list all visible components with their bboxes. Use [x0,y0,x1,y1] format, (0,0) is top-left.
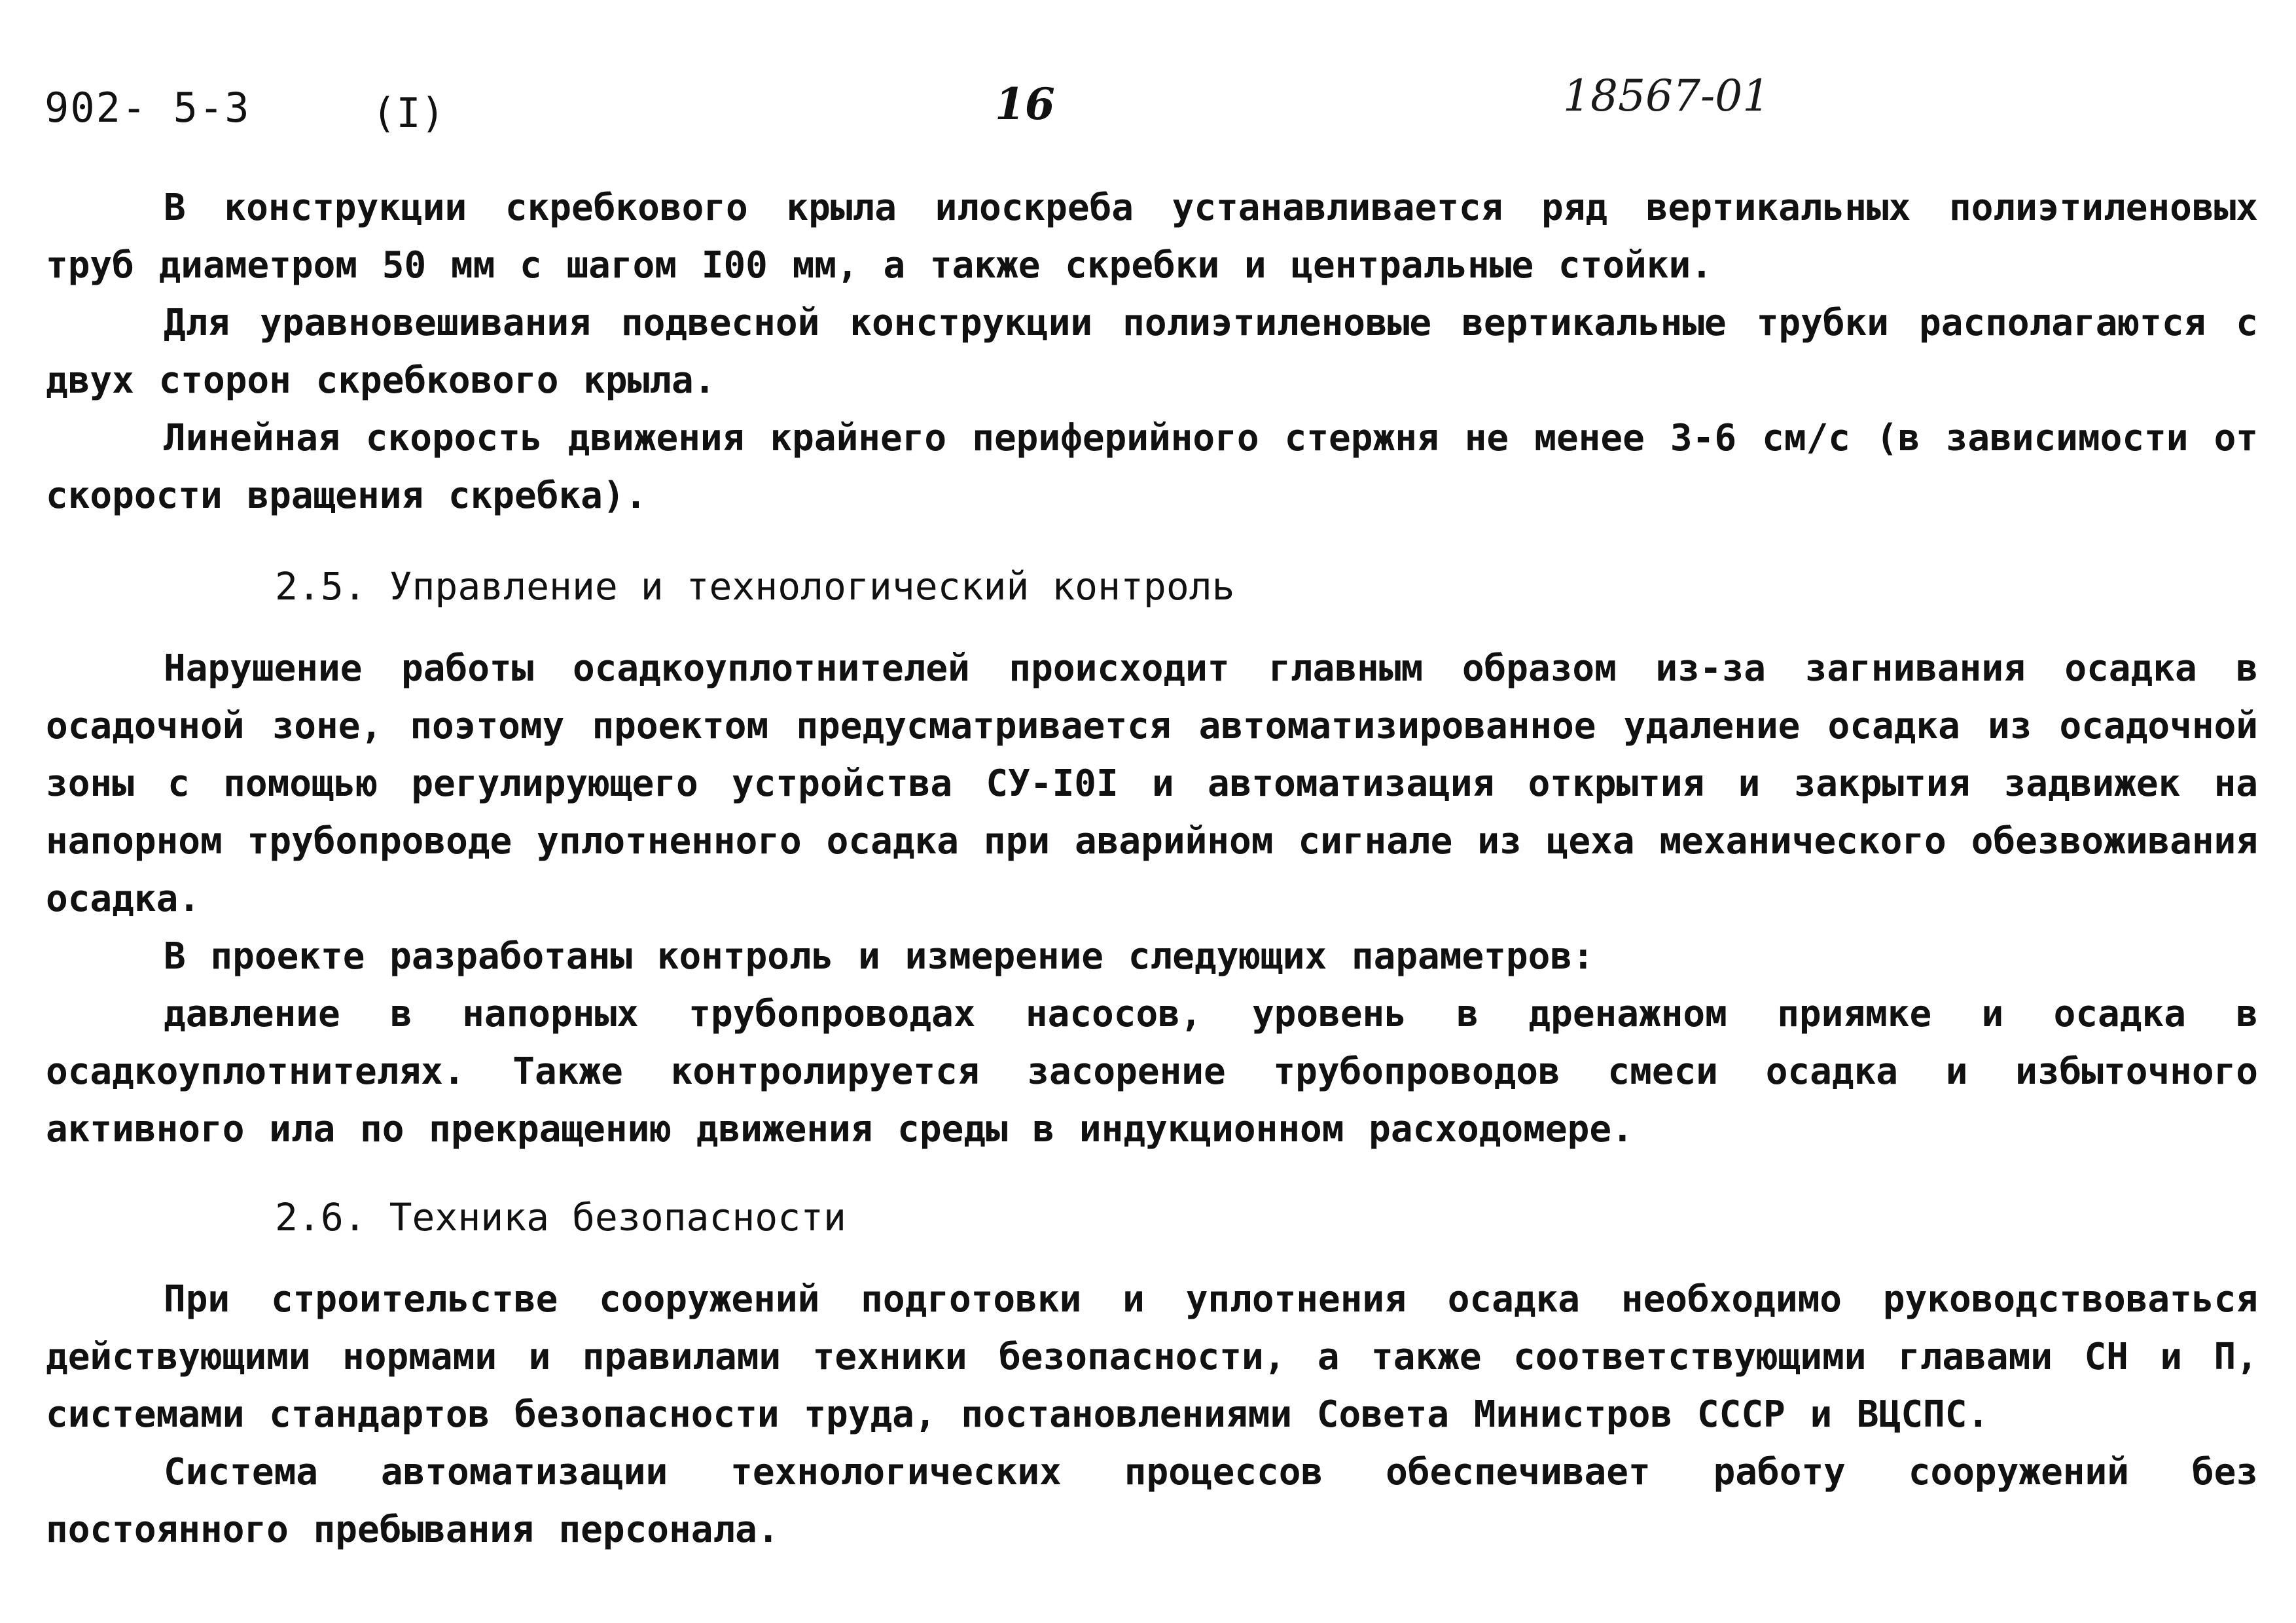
paragraph-parameters-list: давление в напорных трубопроводах насосов, уровень в дренажном приямке и осадка в осадкоуплотнителях. Также контролируется засорение трубопроводов смеси осадка и избыточного активного ила по прекращению движения среды в индукционном расходомере. [46,993,2258,1150]
series-code: 902- 5-3 [45,84,251,132]
paragraph-automation: Система автоматизации технологических процессов обеспечивает работу сооружений без постоянного пребывания персонала. [46,1451,2258,1551]
paragraph-parameters-intro: В проекте разработаны контроль и измерение следующих параметров: [164,935,1594,978]
part-label: (I) [372,89,445,137]
paragraph-linear-speed: Линейная скорость движения крайнего периферийного стержня не менее 3-6 см/с (в зависимости от скорости вращения скребка). [46,417,2258,517]
page-number: 16 [995,79,1055,130]
paragraph-safety-norms: При строительстве сооружений подготовки и уплотнения осадка необходимо руководствоваться действующими нормами и правилами техники безопасности, а также соответствующими главами СН и П, системами стандартов безопасности труда, постановлениями Совета Министров СССР и ВЦСПС. [46,1278,2258,1436]
safety-text-block [46,1271,2258,1559]
document-number: 18567-01 [1563,71,1770,121]
section-heading-safety: 2.6. Техника безопасности [275,1195,846,1240]
control-text-block [46,640,2258,1158]
intro-text-block [46,179,2258,525]
section-heading-control: 2.5. Управление и технологический контроль [275,564,1235,609]
paragraph-scraper-wing: В конструкции скребкового крыла илоскреба устанавливается ряд вертикальных полиэтиленовых труб диаметром 50 мм с шагом I00 мм, а также скребки и центральные стойки. [46,187,2258,287]
paragraph-balancing: Для уравновешивания подвесной конструкции полиэтиленовые вертикальные трубки располагаются с двух сторон скребкового крыла. [46,302,2258,402]
paragraph-sludge-removal: Нарушение работы осадкоуплотнителей происходит главным образом из-за загнивания осадка в осадочной зоне, поэтому проектом предусматривается автоматизированное удаление осадка из осадочной зоны с помощью регулирующего устройства СУ-I0I и автоматизация открытия и закрытия задвижек на напорном трубопроводе уплотненного осадка при аварийном сигнале из цеха механического обезвоживания осадка. [46,647,2258,920]
